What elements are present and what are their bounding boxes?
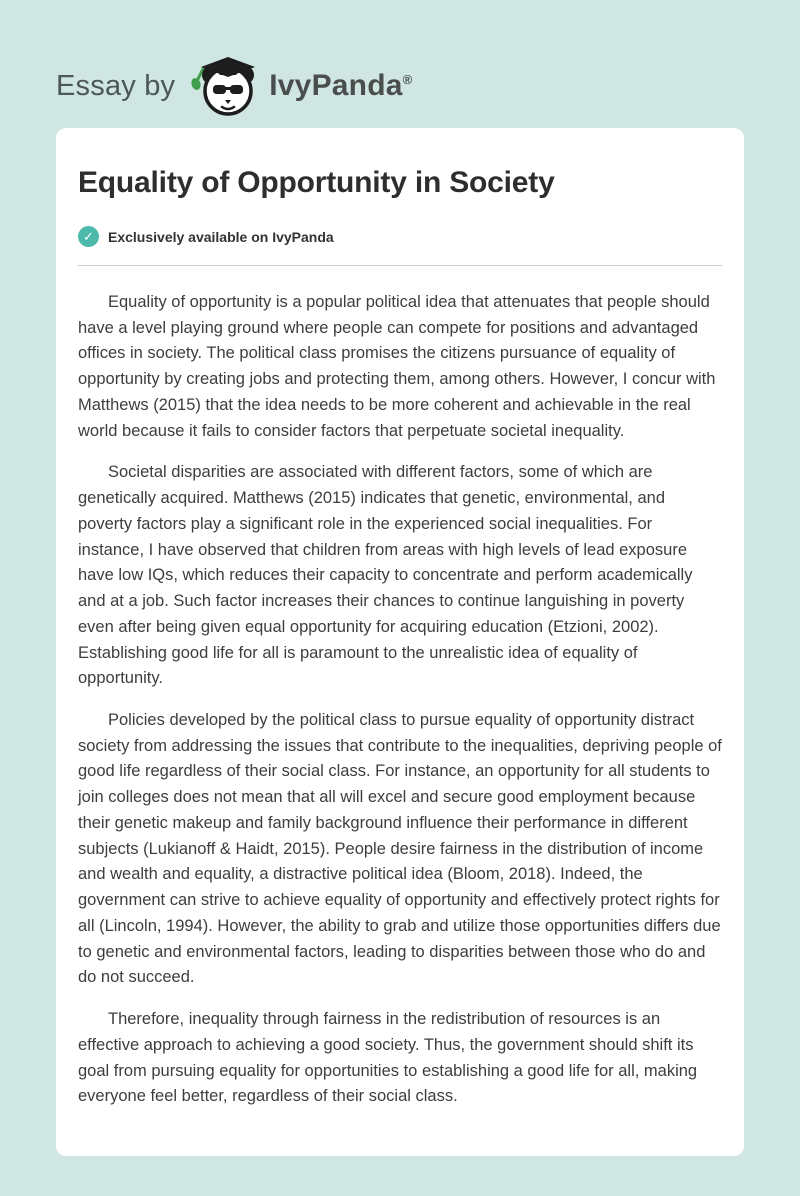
essay-body xyxy=(78,290,722,1110)
essay-title: Equality of Opportunity in Society xyxy=(78,166,555,199)
check-circle-icon: ✓ xyxy=(78,226,99,247)
registered-mark: ® xyxy=(402,72,413,87)
panda-logo-icon xyxy=(189,55,259,117)
availability-badge xyxy=(78,226,722,247)
essay-paragraph: Therefore, inequality through fairness in the redistribution of resources is an effective approach to achieving a good society. Thus, the government should shift its goal from pursuing equality for opportunities to establishing a good life for all, making everyone feel better, regardless of their social class. xyxy=(78,1010,698,1106)
page-header xyxy=(0,0,800,128)
availability-badge-label: Exclusively available on IvyPanda xyxy=(108,228,334,245)
brand-logo xyxy=(189,55,412,117)
essay-by-label: Essay by xyxy=(56,69,176,102)
divider xyxy=(78,265,722,266)
essay-card xyxy=(56,128,744,1156)
essay-paragraph: Societal disparities are associated with different factors, some of which are genetically acquired. Matthews (2015) indicates that genetic, environmental, and poverty factors play a significant role in the experienced social inequalities. For instance, I have observed that children from areas with high levels of lead exposure have low IQs, which reduces their capacity to concentrate and perform academically and at a job. Such factor increases their chances to continue languishing in poverty even after being given equal opportunity for acquiring education (Etzioni, 2002). Establishing good life for all is paramount to the unrealistic idea of equality of opportunity. xyxy=(78,463,693,688)
essay-paragraph: Equality of opportunity is a popular political idea that attenuates that people should have a level playing ground where people can compete for positions and advantaged offices in society. The political class promises the citizens pursuance of equality of opportunity by creating jobs and protecting them, among others. However, I concur with Matthews (2015) that the idea needs to be more coherent and achievable in the real world because it fails to consider factors that perpetuate societal inequality. xyxy=(78,293,716,440)
essay-paragraph: Policies developed by the political class to pursue equality of opportunity distract society from addressing the issues that contribute to the inequalities, depriving people of good life regardless of their social class. For instance, an opportunity for all students to join colleges does not mean that all will excel and secure good employment because their genetic makeup and family background influence their performance in different subjects (Lukianoff & Haidt, 2015). People desire fairness in the distribution of income and wealth and equality, a distractive political idea (Bloom, 2018). Indeed, the government can strive to achieve equality of opportunity and effectively protect rights for all (Lincoln, 1994). However, the ability to grab and utilize those opportunities differs due to genetic and environmental factors, leading to disparities between those who do and do not succeed. xyxy=(78,711,722,987)
brand-name-text: IvyPanda xyxy=(269,69,403,102)
brand-name xyxy=(269,69,412,103)
